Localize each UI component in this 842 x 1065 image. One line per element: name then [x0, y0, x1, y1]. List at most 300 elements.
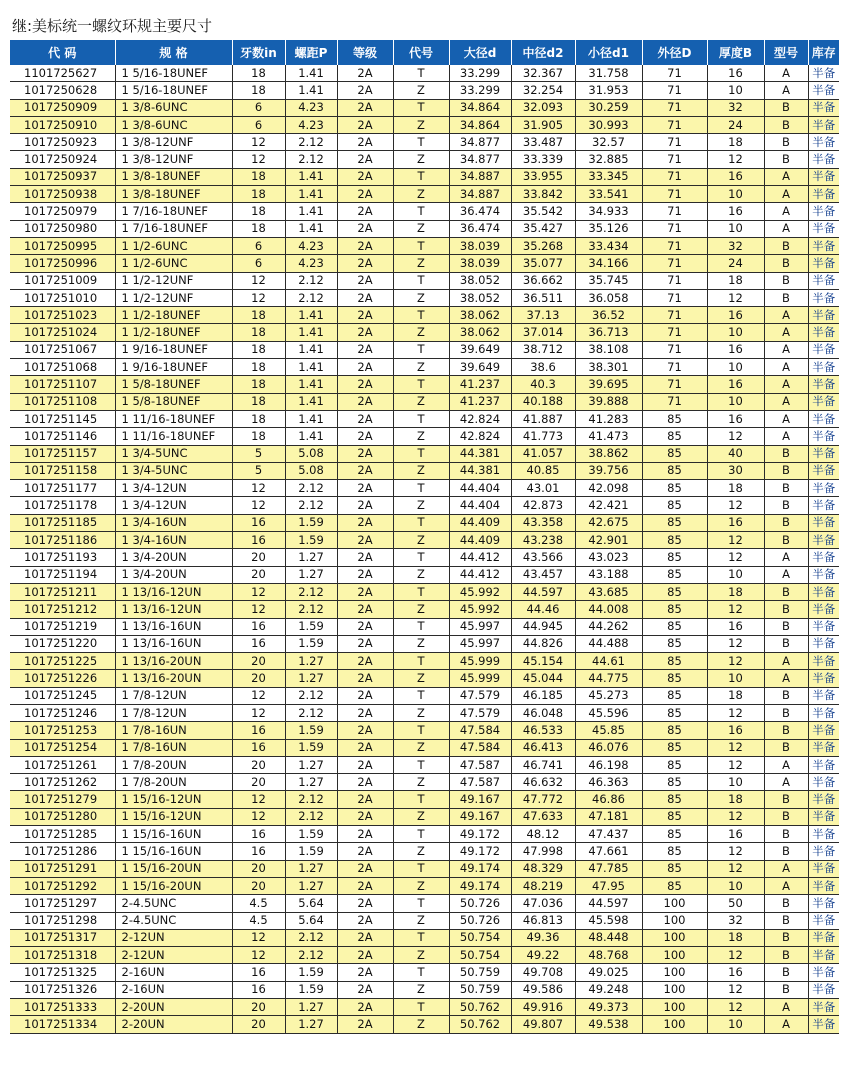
- cell-major-diameter: 42.824: [449, 428, 511, 445]
- cell-code: 1017250979: [10, 203, 115, 220]
- cell-pitch: 1.41: [285, 428, 337, 445]
- cell-tpi: 12: [232, 497, 285, 514]
- cell-tpi: 18: [232, 341, 285, 358]
- cell-spec: 1 11/16-18UNEF: [115, 428, 232, 445]
- cell-code: 1017250924: [10, 151, 115, 168]
- cell-minor-diameter: 44.775: [575, 670, 642, 687]
- cell-type: A: [764, 566, 808, 583]
- cell-minor-diameter: 31.758: [575, 65, 642, 82]
- cell-mark: T: [393, 964, 449, 981]
- cell-thickness: 18: [707, 272, 764, 289]
- cell-major-diameter: 38.052: [449, 289, 511, 306]
- cell-major-diameter: 44.404: [449, 480, 511, 497]
- cell-mark: T: [393, 168, 449, 185]
- cell-code: 1101725627: [10, 65, 115, 82]
- cell-type: B: [764, 601, 808, 618]
- cell-outer-diameter: 85: [642, 532, 707, 549]
- cell-pitch-diameter: 42.873: [511, 497, 575, 514]
- cell-outer-diameter: 85: [642, 514, 707, 531]
- cell-major-diameter: 34.877: [449, 134, 511, 151]
- cell-mark: Z: [393, 912, 449, 929]
- cell-major-diameter: 34.887: [449, 186, 511, 203]
- cell-pitch: 5.08: [285, 462, 337, 479]
- cell-code: 1017251326: [10, 981, 115, 998]
- cell-tpi: 20: [232, 653, 285, 670]
- cell-thickness: 12: [707, 635, 764, 652]
- cell-grade: 2A: [337, 791, 393, 808]
- cell-mark: Z: [393, 82, 449, 99]
- table-row: [10, 134, 839, 151]
- table-row: [10, 756, 839, 773]
- cell-spec: 1 7/8-20UN: [115, 756, 232, 773]
- cell-type: A: [764, 65, 808, 82]
- cell-type: B: [764, 237, 808, 254]
- cell-stock: 半备: [808, 1016, 839, 1033]
- cell-outer-diameter: 85: [642, 410, 707, 427]
- cell-mark: Z: [393, 704, 449, 721]
- cell-thickness: 16: [707, 203, 764, 220]
- cell-type: B: [764, 635, 808, 652]
- cell-minor-diameter: 38.108: [575, 341, 642, 358]
- cell-grade: 2A: [337, 255, 393, 272]
- cell-pitch: 1.59: [285, 826, 337, 843]
- cell-mark: T: [393, 618, 449, 635]
- cell-code: 1017251177: [10, 480, 115, 497]
- cell-code: 1017251285: [10, 826, 115, 843]
- cell-major-diameter: 38.062: [449, 307, 511, 324]
- cell-grade: 2A: [337, 739, 393, 756]
- cell-major-diameter: 47.579: [449, 704, 511, 721]
- cell-pitch-diameter: 33.487: [511, 134, 575, 151]
- cell-tpi: 18: [232, 376, 285, 393]
- cell-minor-diameter: 44.597: [575, 895, 642, 912]
- cell-outer-diameter: 85: [642, 618, 707, 635]
- cell-stock: 半备: [808, 324, 839, 341]
- table-row: [10, 739, 839, 756]
- cell-mark: Z: [393, 151, 449, 168]
- cell-thickness: 16: [707, 964, 764, 981]
- cell-tpi: 18: [232, 186, 285, 203]
- cell-type: A: [764, 168, 808, 185]
- cell-minor-diameter: 47.181: [575, 808, 642, 825]
- table-row: [10, 704, 839, 721]
- cell-pitch-diameter: 40.3: [511, 376, 575, 393]
- cell-code: 1017250937: [10, 168, 115, 185]
- cell-pitch-diameter: 43.238: [511, 532, 575, 549]
- cell-stock: 半备: [808, 808, 839, 825]
- cell-pitch: 1.41: [285, 82, 337, 99]
- cell-minor-diameter: 45.598: [575, 912, 642, 929]
- cell-major-diameter: 47.579: [449, 687, 511, 704]
- cell-type: A: [764, 860, 808, 877]
- table-row: [10, 843, 839, 860]
- cell-major-diameter: 44.409: [449, 514, 511, 531]
- cell-type: B: [764, 514, 808, 531]
- cell-grade: 2A: [337, 151, 393, 168]
- cell-thickness: 18: [707, 480, 764, 497]
- cell-pitch: 1.41: [285, 220, 337, 237]
- cell-tpi: 6: [232, 255, 285, 272]
- cell-pitch: 1.27: [285, 670, 337, 687]
- cell-code: 1017251334: [10, 1016, 115, 1033]
- cell-major-diameter: 36.474: [449, 220, 511, 237]
- cell-thickness: 32: [707, 912, 764, 929]
- table-row: [10, 722, 839, 739]
- cell-outer-diameter: 85: [642, 653, 707, 670]
- cell-grade: 2A: [337, 877, 393, 894]
- cell-type: A: [764, 549, 808, 566]
- cell-code: 1017251193: [10, 549, 115, 566]
- cell-pitch-diameter: 47.998: [511, 843, 575, 860]
- cell-mark: T: [393, 514, 449, 531]
- cell-thickness: 10: [707, 220, 764, 237]
- cell-tpi: 12: [232, 601, 285, 618]
- cell-code: 1017251246: [10, 704, 115, 721]
- cell-code: 1017250910: [10, 116, 115, 133]
- table-row: [10, 947, 839, 964]
- cell-pitch: 1.41: [285, 307, 337, 324]
- cell-spec: 1 15/16-16UN: [115, 826, 232, 843]
- cell-outer-diameter: 71: [642, 220, 707, 237]
- cell-code: 1017251023: [10, 307, 115, 324]
- cell-stock: 半备: [808, 393, 839, 410]
- cell-pitch: 2.12: [285, 601, 337, 618]
- cell-outer-diameter: 85: [642, 549, 707, 566]
- cell-major-diameter: 49.174: [449, 860, 511, 877]
- cell-type: B: [764, 583, 808, 600]
- cell-outer-diameter: 85: [642, 670, 707, 687]
- cell-stock: 半备: [808, 514, 839, 531]
- cell-spec: 1 13/16-12UN: [115, 601, 232, 618]
- cell-mark: Z: [393, 843, 449, 860]
- cell-pitch-diameter: 49.36: [511, 929, 575, 946]
- cell-outer-diameter: 71: [642, 341, 707, 358]
- cell-type: B: [764, 981, 808, 998]
- cell-minor-diameter: 35.126: [575, 220, 642, 237]
- cell-spec: 2-16UN: [115, 981, 232, 998]
- cell-tpi: 12: [232, 151, 285, 168]
- cell-spec: 1 5/8-18UNEF: [115, 376, 232, 393]
- cell-mark: T: [393, 99, 449, 116]
- cell-stock: 半备: [808, 722, 839, 739]
- table-row: [10, 566, 839, 583]
- cell-minor-diameter: 47.661: [575, 843, 642, 860]
- cell-code: 1017250628: [10, 82, 115, 99]
- cell-code: 1017251219: [10, 618, 115, 635]
- cell-spec: 1 3/4-20UN: [115, 549, 232, 566]
- cell-stock: 半备: [808, 826, 839, 843]
- cell-spec: 2-20UN: [115, 999, 232, 1016]
- cell-grade: 2A: [337, 116, 393, 133]
- cell-pitch: 2.12: [285, 497, 337, 514]
- cell-outer-diameter: 71: [642, 289, 707, 306]
- table-row: [10, 895, 839, 912]
- cell-mark: Z: [393, 601, 449, 618]
- cell-minor-diameter: 45.596: [575, 704, 642, 721]
- cell-pitch-diameter: 40.85: [511, 462, 575, 479]
- cell-stock: 半备: [808, 186, 839, 203]
- cell-major-diameter: 49.167: [449, 808, 511, 825]
- cell-code: 1017251211: [10, 583, 115, 600]
- col-header-stock: 库存: [808, 40, 839, 65]
- cell-tpi: 18: [232, 168, 285, 185]
- cell-spec: 2-4.5UNC: [115, 912, 232, 929]
- cell-mark: T: [393, 791, 449, 808]
- cell-thickness: 10: [707, 877, 764, 894]
- cell-pitch-diameter: 49.708: [511, 964, 575, 981]
- cell-spec: 1 1/2-6UNC: [115, 237, 232, 254]
- cell-grade: 2A: [337, 981, 393, 998]
- cell-outer-diameter: 85: [642, 826, 707, 843]
- table-row: [10, 428, 839, 445]
- cell-pitch-diameter: 46.741: [511, 756, 575, 773]
- cell-outer-diameter: 85: [642, 774, 707, 791]
- cell-mark: Z: [393, 186, 449, 203]
- col-header-grade: 等级: [337, 40, 393, 65]
- cell-type: B: [764, 618, 808, 635]
- cell-code: 1017251146: [10, 428, 115, 445]
- cell-mark: Z: [393, 566, 449, 583]
- table-row: [10, 289, 839, 306]
- cell-major-diameter: 50.726: [449, 895, 511, 912]
- cell-pitch: 2.12: [285, 480, 337, 497]
- cell-minor-diameter: 47.785: [575, 860, 642, 877]
- col-header-type: 型号: [764, 40, 808, 65]
- cell-code: 1017251317: [10, 929, 115, 946]
- cell-pitch-diameter: 47.633: [511, 808, 575, 825]
- cell-outer-diameter: 71: [642, 359, 707, 376]
- cell-grade: 2A: [337, 635, 393, 652]
- table-row: [10, 186, 839, 203]
- cell-thickness: 32: [707, 99, 764, 116]
- cell-outer-diameter: 100: [642, 895, 707, 912]
- cell-minor-diameter: 33.434: [575, 237, 642, 254]
- cell-stock: 半备: [808, 151, 839, 168]
- cell-pitch: 1.41: [285, 359, 337, 376]
- cell-spec: 2-20UN: [115, 1016, 232, 1033]
- cell-major-diameter: 34.877: [449, 151, 511, 168]
- cell-outer-diameter: 85: [642, 756, 707, 773]
- cell-type: A: [764, 428, 808, 445]
- cell-minor-diameter: 43.188: [575, 566, 642, 583]
- table-row: [10, 82, 839, 99]
- cell-grade: 2A: [337, 653, 393, 670]
- cell-stock: 半备: [808, 687, 839, 704]
- table-row: [10, 791, 839, 808]
- cell-stock: 半备: [808, 999, 839, 1016]
- cell-grade: 2A: [337, 410, 393, 427]
- cell-spec: 1 3/8-12UNF: [115, 151, 232, 168]
- cell-outer-diameter: 71: [642, 393, 707, 410]
- cell-pitch-diameter: 46.185: [511, 687, 575, 704]
- cell-outer-diameter: 71: [642, 255, 707, 272]
- cell-pitch: 1.41: [285, 65, 337, 82]
- cell-mark: T: [393, 583, 449, 600]
- table-row: [10, 220, 839, 237]
- cell-minor-diameter: 32.885: [575, 151, 642, 168]
- cell-stock: 半备: [808, 376, 839, 393]
- cell-code: 1017251291: [10, 860, 115, 877]
- cell-tpi: 18: [232, 65, 285, 82]
- col-header-pitch: 螺距P: [285, 40, 337, 65]
- cell-minor-diameter: 49.248: [575, 981, 642, 998]
- table-row: [10, 497, 839, 514]
- cell-pitch-diameter: 43.457: [511, 566, 575, 583]
- table-row: [10, 65, 839, 82]
- cell-mark: Z: [393, 289, 449, 306]
- cell-minor-diameter: 48.768: [575, 947, 642, 964]
- cell-type: A: [764, 82, 808, 99]
- cell-stock: 半备: [808, 791, 839, 808]
- cell-spec: 1 15/16-12UN: [115, 808, 232, 825]
- cell-major-diameter: 50.759: [449, 981, 511, 998]
- cell-tpi: 4.5: [232, 912, 285, 929]
- cell-grade: 2A: [337, 220, 393, 237]
- cell-tpi: 12: [232, 704, 285, 721]
- cell-pitch-diameter: 38.6: [511, 359, 575, 376]
- cell-code: 1017251261: [10, 756, 115, 773]
- cell-minor-diameter: 35.745: [575, 272, 642, 289]
- cell-thickness: 16: [707, 826, 764, 843]
- cell-type: B: [764, 532, 808, 549]
- col-header-code: 代 码: [10, 40, 115, 65]
- cell-minor-diameter: 44.262: [575, 618, 642, 635]
- table-row: [10, 255, 839, 272]
- cell-grade: 2A: [337, 704, 393, 721]
- cell-thickness: 12: [707, 532, 764, 549]
- cell-type: A: [764, 359, 808, 376]
- cell-stock: 半备: [808, 272, 839, 289]
- cell-grade: 2A: [337, 497, 393, 514]
- cell-pitch-diameter: 32.367: [511, 65, 575, 82]
- cell-stock: 半备: [808, 341, 839, 358]
- cell-pitch-diameter: 43.01: [511, 480, 575, 497]
- cell-grade: 2A: [337, 514, 393, 531]
- cell-type: A: [764, 877, 808, 894]
- cell-pitch: 1.59: [285, 635, 337, 652]
- cell-pitch: 2.12: [285, 704, 337, 721]
- cell-type: A: [764, 410, 808, 427]
- cell-mark: Z: [393, 116, 449, 133]
- cell-major-diameter: 47.584: [449, 722, 511, 739]
- cell-thickness: 10: [707, 82, 764, 99]
- cell-pitch-diameter: 41.887: [511, 410, 575, 427]
- cell-pitch-diameter: 46.813: [511, 912, 575, 929]
- cell-spec: 1 3/4-5UNC: [115, 462, 232, 479]
- cell-type: A: [764, 774, 808, 791]
- cell-code: 1017251220: [10, 635, 115, 652]
- cell-outer-diameter: 100: [642, 1016, 707, 1033]
- cell-code: 1017251158: [10, 462, 115, 479]
- cell-stock: 半备: [808, 860, 839, 877]
- cell-spec: 1 13/16-20UN: [115, 670, 232, 687]
- cell-pitch: 2.12: [285, 808, 337, 825]
- cell-tpi: 18: [232, 220, 285, 237]
- cell-grade: 2A: [337, 532, 393, 549]
- cell-stock: 半备: [808, 116, 839, 133]
- cell-outer-diameter: 71: [642, 116, 707, 133]
- table-row: [10, 445, 839, 462]
- cell-spec: 1 1/2-6UNC: [115, 255, 232, 272]
- cell-grade: 2A: [337, 168, 393, 185]
- cell-outer-diameter: 100: [642, 964, 707, 981]
- cell-tpi: 20: [232, 566, 285, 583]
- cell-spec: 1 7/8-16UN: [115, 722, 232, 739]
- cell-minor-diameter: 45.85: [575, 722, 642, 739]
- cell-thickness: 18: [707, 791, 764, 808]
- cell-type: B: [764, 134, 808, 151]
- cell-tpi: 16: [232, 635, 285, 652]
- cell-minor-diameter: 36.52: [575, 307, 642, 324]
- cell-major-diameter: 44.381: [449, 462, 511, 479]
- cell-pitch-diameter: 40.188: [511, 393, 575, 410]
- cell-tpi: 18: [232, 82, 285, 99]
- cell-major-diameter: 34.864: [449, 116, 511, 133]
- cell-grade: 2A: [337, 860, 393, 877]
- table-row: [10, 618, 839, 635]
- cell-stock: 半备: [808, 203, 839, 220]
- cell-spec: 1 3/4-16UN: [115, 532, 232, 549]
- table-row: [10, 151, 839, 168]
- cell-pitch: 2.12: [285, 272, 337, 289]
- cell-pitch-diameter: 44.597: [511, 583, 575, 600]
- cell-type: B: [764, 895, 808, 912]
- cell-pitch: 5.64: [285, 895, 337, 912]
- cell-tpi: 6: [232, 116, 285, 133]
- cell-pitch: 1.41: [285, 186, 337, 203]
- table-row: [10, 272, 839, 289]
- cell-thickness: 18: [707, 134, 764, 151]
- cell-outer-diameter: 85: [642, 445, 707, 462]
- cell-pitch-diameter: 41.057: [511, 445, 575, 462]
- cell-tpi: 20: [232, 1016, 285, 1033]
- table-row: [10, 981, 839, 998]
- cell-pitch-diameter: 35.077: [511, 255, 575, 272]
- cell-type: B: [764, 826, 808, 843]
- cell-code: 1017251333: [10, 999, 115, 1016]
- cell-pitch: 4.23: [285, 237, 337, 254]
- cell-major-diameter: 41.237: [449, 393, 511, 410]
- cell-minor-diameter: 38.301: [575, 359, 642, 376]
- cell-minor-diameter: 39.695: [575, 376, 642, 393]
- cell-type: A: [764, 186, 808, 203]
- cell-pitch: 1.27: [285, 774, 337, 791]
- cell-type: B: [764, 791, 808, 808]
- cell-type: B: [764, 272, 808, 289]
- table-row: [10, 670, 839, 687]
- cell-mark: T: [393, 860, 449, 877]
- cell-pitch: 1.41: [285, 410, 337, 427]
- cell-stock: 半备: [808, 549, 839, 566]
- cell-minor-diameter: 49.373: [575, 999, 642, 1016]
- col-header-spec: 规 格: [115, 40, 232, 65]
- cell-pitch-diameter: 33.955: [511, 168, 575, 185]
- cell-tpi: 20: [232, 774, 285, 791]
- cell-pitch: 2.12: [285, 687, 337, 704]
- cell-code: 1017251318: [10, 947, 115, 964]
- cell-major-diameter: 45.992: [449, 583, 511, 600]
- cell-grade: 2A: [337, 774, 393, 791]
- cell-pitch-diameter: 37.014: [511, 324, 575, 341]
- cell-stock: 半备: [808, 480, 839, 497]
- cell-minor-diameter: 38.862: [575, 445, 642, 462]
- cell-minor-diameter: 46.076: [575, 739, 642, 756]
- cell-type: B: [764, 912, 808, 929]
- cell-spec: 1 1/2-18UNEF: [115, 324, 232, 341]
- cell-major-diameter: 50.754: [449, 947, 511, 964]
- cell-thickness: 12: [707, 756, 764, 773]
- cell-pitch: 1.27: [285, 999, 337, 1016]
